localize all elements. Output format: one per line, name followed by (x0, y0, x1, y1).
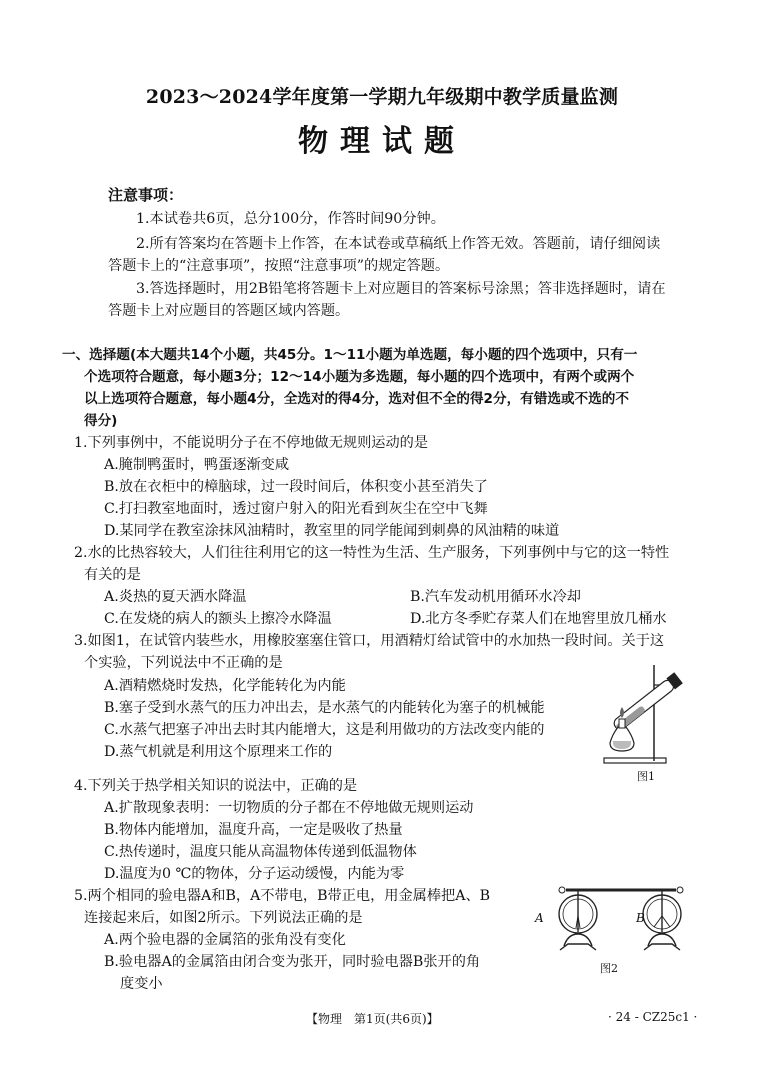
notice-item-2-cont: 答题卡上的“注意事项”，按照“注意事项”的规定答题。 (108, 258, 450, 274)
q2-stem: 2.水的比热容较大，人们往往利用它的这一特性为生活、生产服务，下列事例中与它的这一特性 (74, 545, 670, 561)
q5-option-b-cont: 度变小 (120, 976, 163, 992)
figure-2-label-a: A (535, 911, 544, 925)
q1-option-b: B.放在衣柜中的樟脑球，过一段时间后，体积变小甚至消失了 (104, 479, 488, 495)
q3-option-a: A.酒精燃烧时发热，化学能转化为内能 (104, 678, 346, 694)
figure-2-electroscopes (544, 884, 694, 964)
electroscope-b (643, 890, 681, 950)
section1-instructions-4: 得分) (84, 413, 118, 429)
q5-option-b: B.验电器A的金属箔由闭合变为张开，同时验电器B张开的角 (104, 954, 481, 970)
q5-stem: 5.两个相同的验电器A和B，A不带电，B带正电，用金属棒把A、B (74, 888, 491, 904)
notice-item-3-cont: 答题卡上对应题目的答题区域内答题。 (108, 303, 350, 319)
q5-stem-cont: 连接起来后，如图2所示。下列说法正确的是 (84, 910, 363, 926)
q3-option-c: C.水蒸气把塞子冲出去时其内能增大，这是利用做功的方法改变内能的 (104, 722, 545, 738)
q3-option-b: B.塞子受到水蒸气的压力冲出去，是水蒸气的内能转化为塞子的机械能 (104, 700, 545, 716)
figure-1-caption: 图1 (637, 770, 655, 783)
figure-2-label-b: B (636, 911, 645, 925)
notice-heading: 注意事项： (108, 186, 184, 204)
exam-header-line: 2023～2024学年度第一学期九年级期中教学质量监测 (145, 86, 619, 108)
notice-item-2: 2.所有答案均在答题卡上作答，在本试卷或草稿纸上作答无效。答题前，请仔细阅读 (136, 236, 661, 252)
q1-option-c: C.打扫教室地面时，透过窗户射入的阳光看到灰尘在空中飞舞 (104, 501, 488, 517)
section1-instructions-2: 个选项符合题意，每小题3分；12～14小题为多选题，每小题的四个选项中，有两个或两个 (84, 369, 635, 385)
section1-instructions-3: 以上选项符合题意，每小题4分，全选对的得4分，选对但不全的得2分，有错选或不选的不 (84, 391, 629, 407)
q4-option-b: B.物体内能增加，温度升高，一定是吸收了热量 (104, 822, 403, 838)
page-footer-center: 【物理 第1页(共6页)】 (306, 1012, 439, 1026)
q2-option-c: C.在发烧的病人的额头上擦冷水降温 (104, 611, 332, 627)
q1-stem: 1.下列事例中，不能说明分子在不停地做无规则运动的是 (74, 435, 429, 451)
q2-stem-cont: 有关的是 (84, 567, 141, 583)
q2-option-b: B.汽车发动机用循环水冷却 (410, 589, 581, 605)
q1-option-d: D.某同学在教室涂抹风油精时，教室里的同学能闻到刺鼻的风油精的味道 (104, 523, 560, 539)
notice-item-1: 1.本试卷共6页，总分100分，作答时间90分钟。 (136, 211, 445, 227)
q5-option-a: A.两个验电器的金属箔的张角没有变化 (104, 932, 346, 948)
exam-subject-title: 物理试题 (298, 124, 466, 159)
figure-1-test-tube-heating (596, 655, 696, 767)
q4-option-a: A.扩散现象表明：一切物质的分子都在不停地做无规则运动 (104, 800, 474, 816)
q1-option-a: A.腌制鸭蛋时，鸭蛋逐渐变咸 (104, 457, 290, 473)
q3-stem-cont: 个实验，下列说法中不正确的是 (84, 655, 283, 671)
electroscope-a (559, 890, 597, 950)
q4-option-d: D.温度为0 ℃的物体，分子运动缓慢，内能为零 (104, 866, 405, 882)
q2-option-a: A.炎热的夏天洒水降温 (104, 589, 247, 605)
section1-instructions-1: 一、选择题(本大题共14个小题，共45分。1～11小题为单选题，每小题的四个选项中，只有一 (62, 347, 638, 363)
q4-option-c: C.热传递时，温度只能从高温物体传递到低温物体 (104, 844, 417, 860)
figure-2-caption: 图2 (600, 962, 618, 975)
q3-stem: 3.如图1，在试管内装些水，用橡胶塞塞住管口，用酒精灯给试管中的水加热一段时间。关于这 (74, 633, 665, 649)
notice-item-3: 3.答选择题时，用2B铅笔将答题卡上对应题目的答案标号涂黑；答非选择题时，请在 (136, 281, 666, 297)
q4-stem: 4.下列关于热学相关知识的说法中，正确的是 (74, 778, 358, 794)
q2-option-d: D.北方冬季贮存菜人们在地窖里放几桶水 (410, 611, 667, 627)
q3-option-d: D.蒸气机就是利用这个原理来工作的 (104, 744, 333, 760)
page-footer-code: · 24 - CZ25c1 · (608, 1010, 698, 1024)
